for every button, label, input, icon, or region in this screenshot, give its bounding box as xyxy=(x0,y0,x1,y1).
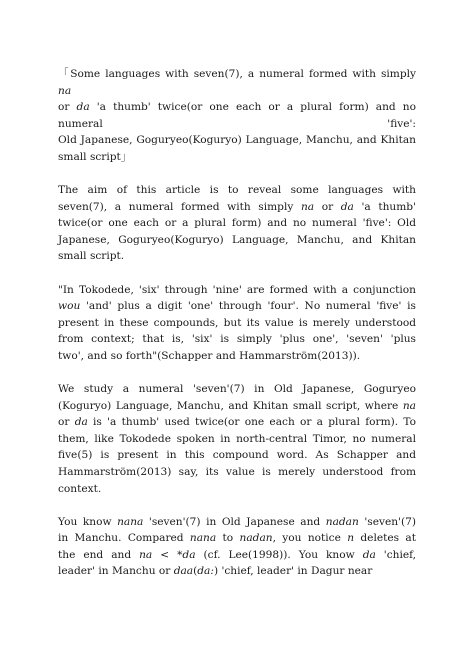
text-line: present in these compounds, but its value is merely understood xyxy=(58,316,416,329)
text-line: You know nana 'seven'(7) in Old Japanese and nadan 'seven'(7) xyxy=(58,515,416,528)
text-line: wou 'and' plus a digit 'one' through 'four'. No numeral 'five' is xyxy=(58,300,416,313)
text-line: in Manchu. Compared nana to nadan, you notice n deletes at xyxy=(58,532,416,545)
text-line: two', and so forth"(Schapper and Hammarström(2013)). xyxy=(58,349,361,362)
text-line: (Koguryo) Language, Manchu, and Khitan small script, where na xyxy=(58,399,416,412)
text-line: 「Some languages with seven(7), a numeral formed with simply na xyxy=(58,68,416,97)
text-line: five(5) is present in this compound word. As Schapper and xyxy=(58,449,416,462)
paragraph-gap xyxy=(58,365,416,382)
italic-term: da xyxy=(74,416,88,429)
paragraph-gap xyxy=(58,497,416,514)
italic-term: da xyxy=(182,548,196,561)
italic-term: daa xyxy=(173,565,194,578)
text-line: We study a numeral 'seven'(7) in Old Japanese, Goguryeo xyxy=(58,383,416,395)
text-line: from context; that is, 'six' is simply 'plus one', 'seven' 'plus xyxy=(58,333,416,346)
italic-term: n xyxy=(347,532,355,545)
italic-term: nana xyxy=(189,532,217,545)
document-body xyxy=(58,66,416,580)
italic-term: na xyxy=(58,84,72,97)
text-line: or da 'a thumb' twice(or one each or a plural form) and no xyxy=(58,101,417,114)
text-line: the end and na < *da (cf. Lee(1998)). You know da 'chief, xyxy=(58,548,417,561)
text-line: them, like Tokodede spoken in north-central Timor, no numeral xyxy=(58,432,416,445)
paragraph xyxy=(58,282,416,365)
text-line: leader' in Manchu or daa(da:) 'chief, leader' in Dagur near xyxy=(58,565,373,578)
paragraph xyxy=(58,66,416,166)
paragraph xyxy=(58,381,416,497)
text-line: small script」 xyxy=(58,150,132,163)
text-line: numeral 'five': xyxy=(58,117,416,130)
text-line: Japanese, Goguryeo(Koguryo) Language, Manchu, and Khitan xyxy=(58,233,416,246)
italic-term: nadan xyxy=(239,532,273,545)
italic-term: da xyxy=(340,200,354,213)
italic-term: na xyxy=(300,200,315,213)
paragraph xyxy=(58,182,416,265)
text-line: Old Japanese, Goguryeo(Koguryo) Language, Manchu, and Khitan xyxy=(58,134,416,147)
paragraph xyxy=(58,514,416,580)
paragraph-gap xyxy=(58,265,416,282)
text-line: seven(7), a numeral formed with simply na or da 'a thumb' xyxy=(58,200,416,213)
text-line: small script. xyxy=(58,250,125,263)
text-line: twice(or one each or a plural form) and no numeral 'five': Old xyxy=(58,217,416,230)
text-line: "In Tokodede, 'six' through 'nine' are formed with a conjunction xyxy=(58,283,416,296)
italic-term: nana xyxy=(117,515,144,528)
text-line: context. xyxy=(58,482,102,495)
italic-term: wou xyxy=(58,300,81,313)
italic-term: da: xyxy=(197,565,214,578)
text-line: The aim of this article is to reveal some languages with xyxy=(58,184,416,197)
italic-term: da xyxy=(362,548,376,561)
italic-term: na xyxy=(139,548,153,561)
italic-term: nadan xyxy=(325,515,359,528)
text-line: or da is 'a thumb' used twice(or one each or a plural form). To xyxy=(58,416,417,429)
paragraph-gap xyxy=(58,166,416,183)
text-line: Hammarström(2013) say, its value is merely understood from xyxy=(58,465,416,478)
italic-term: na xyxy=(402,399,416,412)
italic-term: da xyxy=(76,101,90,114)
